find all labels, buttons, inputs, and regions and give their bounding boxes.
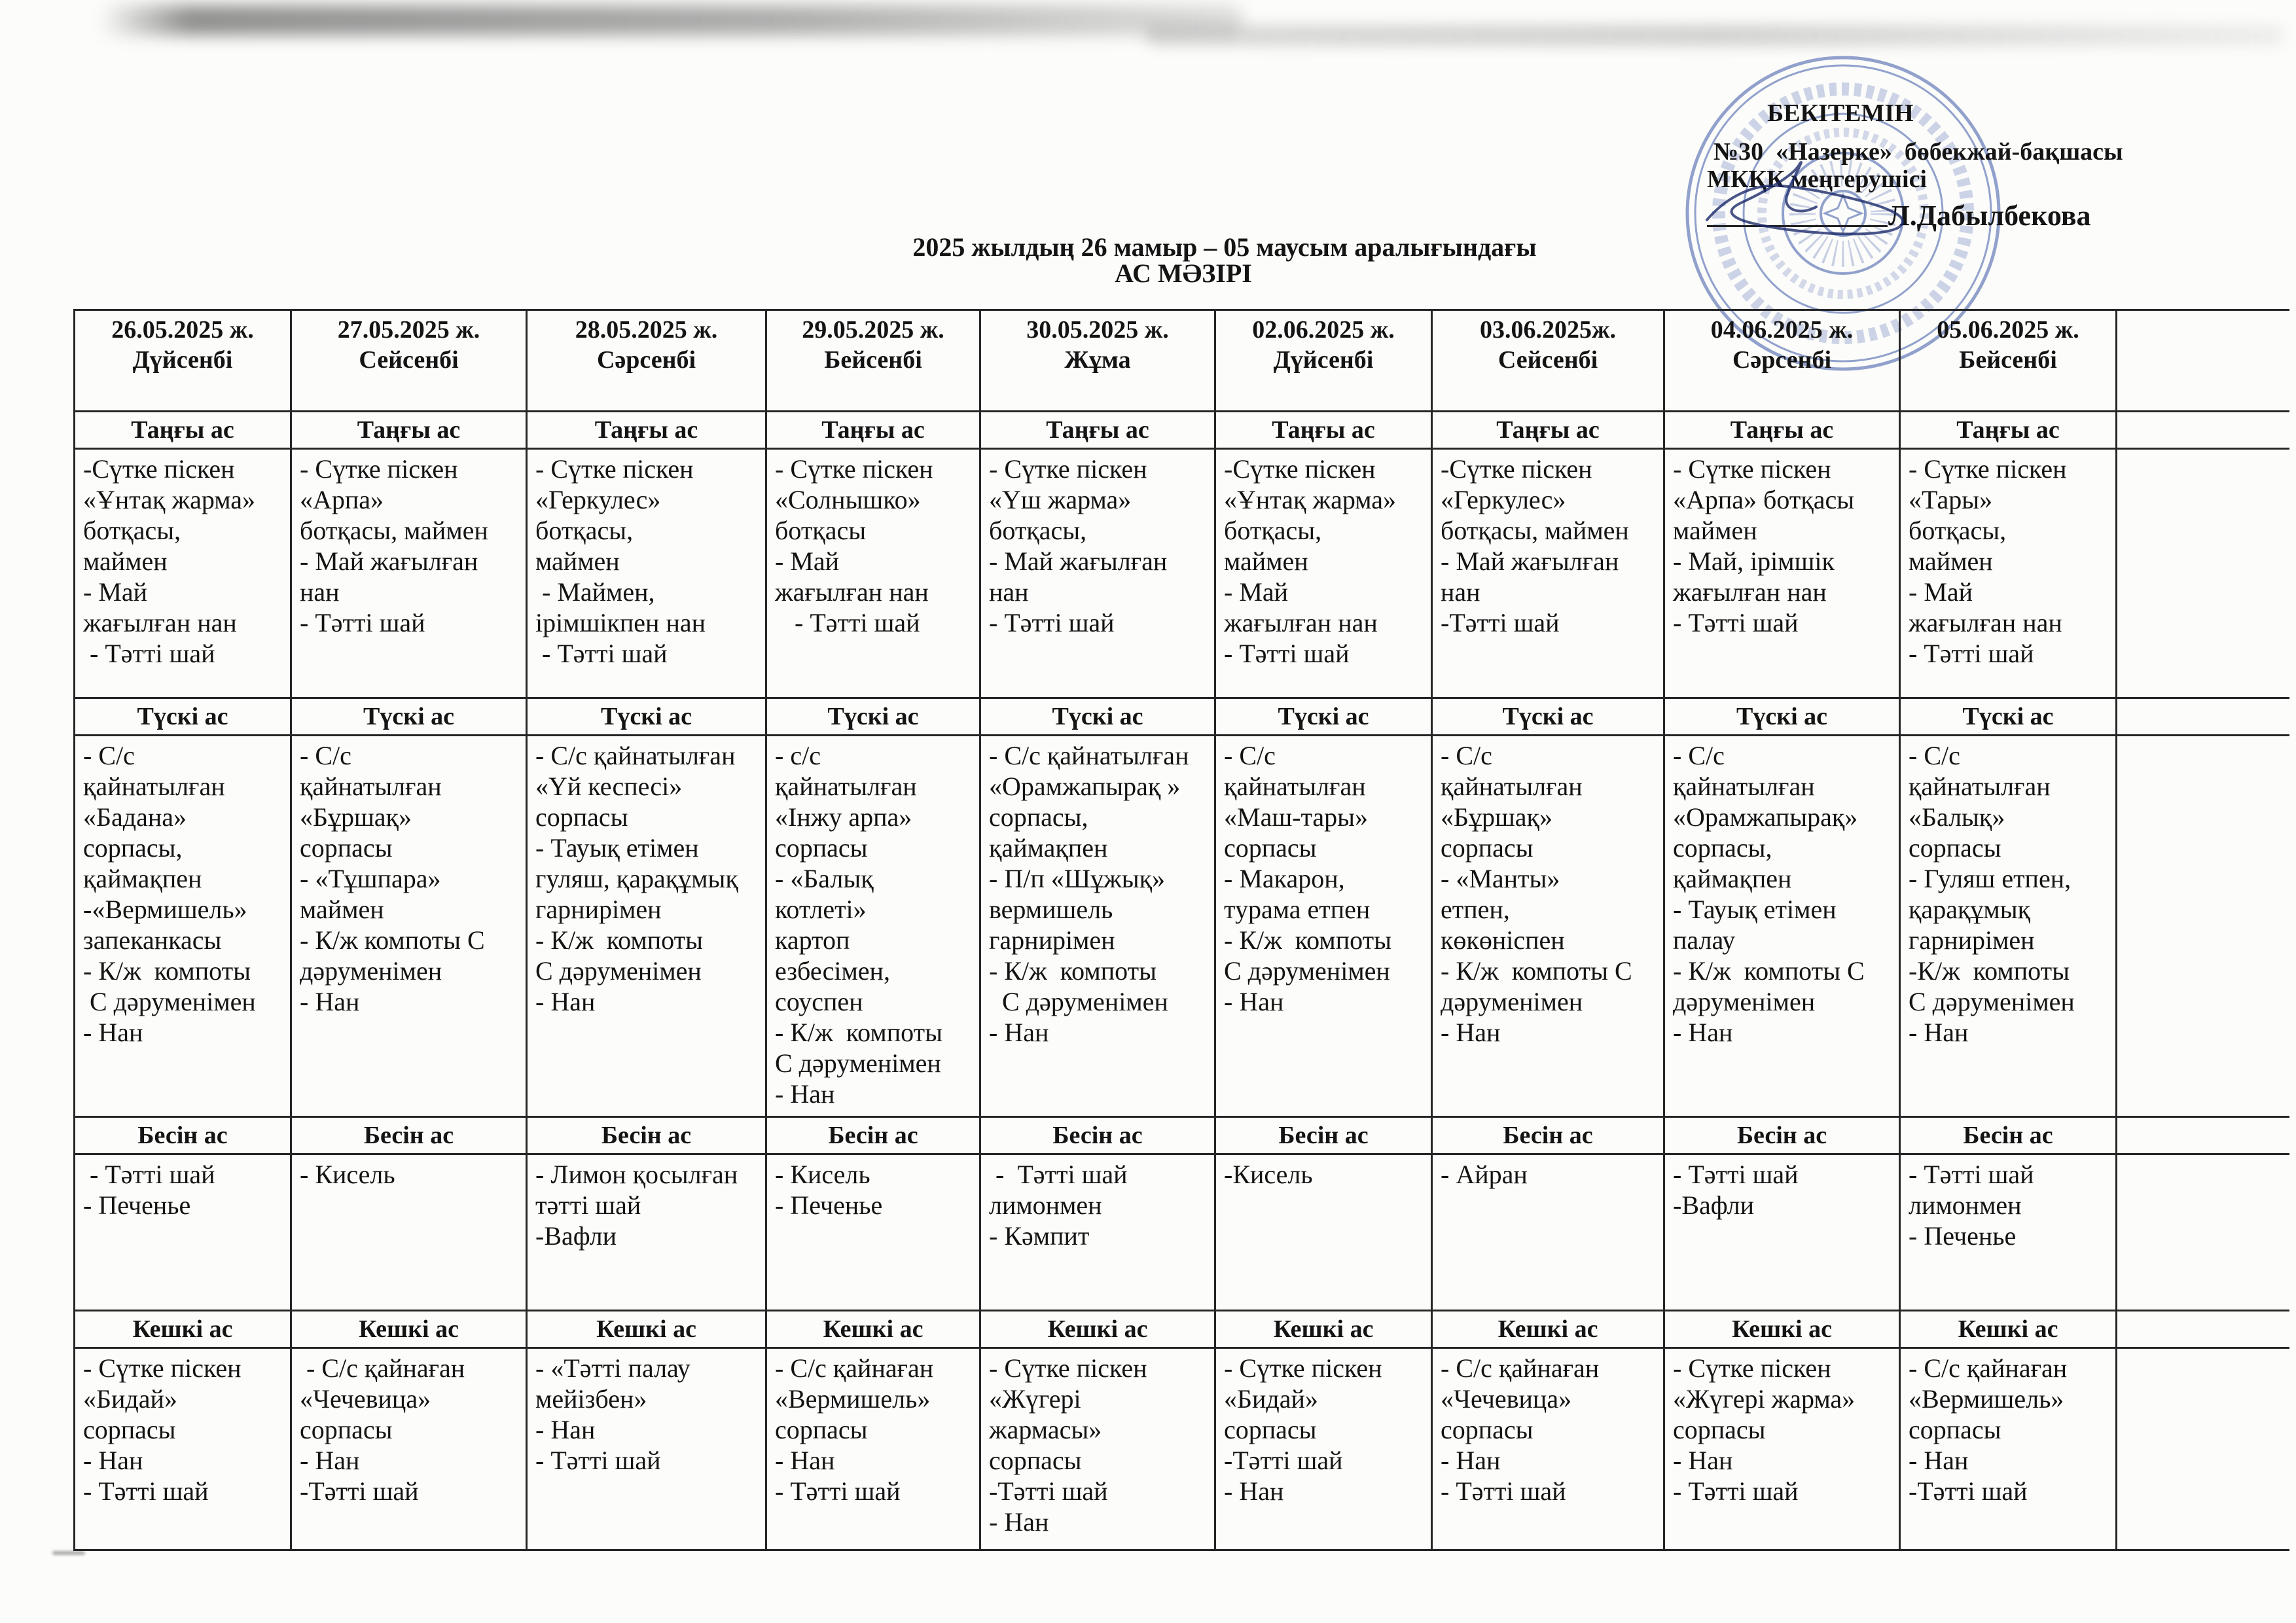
day-header <box>1664 310 1900 412</box>
meal-label-dinner: Кешкі ас <box>1900 1311 2117 1348</box>
meal-label-snack: Бесін ас <box>1432 1117 1664 1154</box>
breakfast-menu-day-9: - Сүтке піскен «Тары» ботқасы, маймен - Май жағылған нан - Тәтті шай <box>1900 449 2117 698</box>
meal-label-lunch: Түскі ас <box>766 698 980 736</box>
meal-label-breakfast: Таңғы ас <box>75 412 291 449</box>
approval-name: Л.Дабылбекова <box>1888 200 2091 232</box>
dinner-menu-day-2: - С/с қайнаған «Чечевица» сорпасы - Нан -Тәтті шай <box>291 1348 527 1550</box>
day-header <box>1432 310 1664 412</box>
empty-cell <box>2117 449 2289 698</box>
day-weekday: Дүйсенбі <box>132 346 233 374</box>
empty-cell <box>2117 1154 2289 1311</box>
scan-smudge-top <box>98 5 1244 35</box>
empty-cell <box>2117 1348 2289 1550</box>
meal-label-breakfast: Таңғы ас <box>527 412 766 449</box>
day-header <box>766 310 980 412</box>
approval-heading: БЕКІТЕМІН <box>1767 99 1914 127</box>
snack-menu-day-5: - Тәтті шай лимонмен - Кәмпит <box>980 1154 1215 1311</box>
lunch-menu-day-3: - С/с қайнатылған «Үй кеспесі» сорпасы - Тауық етімен гуляш, қарақұмық гарнирімен - К/ж компоты С дәруменімен - Нан <box>527 736 766 1117</box>
meal-label-snack: Бесін ас <box>291 1117 527 1154</box>
meal-label-dinner: Кешкі ас <box>291 1311 527 1348</box>
meal-label-dinner: Кешкі ас <box>1215 1311 1432 1348</box>
day-date: 29.05.2025 ж. <box>802 316 944 344</box>
breakfast-menu-day-7: -Сүтке піскен «Геркулес» ботқасы, маймен - Май жағылған нан -Тәтті шай <box>1432 449 1664 698</box>
day-header-row <box>75 310 2289 412</box>
snack-menu-day-3: - Лимон қосылған тәтті шай -Вафли <box>527 1154 766 1311</box>
empty-cell <box>2117 310 2289 412</box>
day-date: 03.06.2025ж. <box>1479 316 1617 344</box>
menu-table <box>73 309 2289 1551</box>
meal-label-breakfast: Таңғы ас <box>1432 412 1664 449</box>
dinner-menu-day-8: - Сүтке піскен «Жүгері жарма» сорпасы - Нан - Тәтті шай <box>1664 1348 1900 1550</box>
lunch-row <box>75 736 2289 1117</box>
lunch-menu-day-5: - С/с қайнатылған «Орамжапырақ » сорпасы, қаймақпен - П/п «Шұжық» вермишель гарнирімен - К/ж компоты С дәруменімен - Нан <box>980 736 1215 1117</box>
meal-label-lunch: Түскі ас <box>980 698 1215 736</box>
breakfast-menu-day-2: - Сүтке піскен «Арпа» ботқасы, маймен - Май жағылған нан - Тәтті шай <box>291 449 527 698</box>
snack-menu-day-1: - Тәтті шай - Печенье <box>75 1154 291 1311</box>
day-date: 04.06.2025 ж. <box>1710 316 1854 344</box>
dinner-menu-day-9: - С/с қайнаған «Вермишель» сорпасы - Нан -Тәтті шай <box>1900 1348 2117 1550</box>
snack-menu-day-9: - Тәтті шай лимонмен - Печенье <box>1900 1154 2117 1311</box>
meal-label-snack: Бесін ас <box>766 1117 980 1154</box>
approval-organization: №30 «Назерке» бөбекжай-бақшасы <box>1713 138 2123 166</box>
meal-label-breakfast: Таңғы ас <box>766 412 980 449</box>
meal-label-lunch: Түскі ас <box>527 698 766 736</box>
dinner-menu-day-7: - С/с қайнаған «Чечевица» сорпасы - Нан - Тәтті шай <box>1432 1348 1664 1550</box>
breakfast-menu-day-8: - Сүтке піскен «Арпа» ботқасы маймен - Май, ірімшік жағылған нан - Тәтті шай <box>1664 449 1900 698</box>
lunch-menu-day-8: - С/с қайнатылған «Орамжапырақ» сорпасы, қаймақпен - Тауық етімен палау - К/ж компоты С дәруменімен - Нан <box>1664 736 1900 1117</box>
day-date: 30.05.2025 ж. <box>1026 316 1169 344</box>
meal-label-breakfast: Таңғы ас <box>1215 412 1432 449</box>
empty-cell <box>2117 698 2289 736</box>
meal-label-dinner: Кешкі ас <box>980 1311 1215 1348</box>
meal-label-snack: Бесін ас <box>1900 1117 2117 1154</box>
signature <box>1702 157 1918 242</box>
day-header <box>527 310 766 412</box>
breakfast-menu-day-1: -Сүтке піскен «Ұнтақ жарма» ботқасы, маймен - Май жағылған нан - Тәтті шай <box>75 449 291 698</box>
approval-position: МКҚК меңгерушісі <box>1707 166 1927 193</box>
dinner-menu-day-1: - Сүтке піскен «Бидай» сорпасы - Нан - Тәтті шай <box>75 1348 291 1550</box>
day-date: 28.05.2025 ж. <box>575 316 718 344</box>
day-weekday: Жұма <box>1064 346 1131 374</box>
scan-smudge-top-right <box>1145 25 2284 46</box>
lunch-menu-day-4: - с/с қайнатылған «Інжу арпа» сорпасы - «Балық котлеті» картоп езбесімен, соуспен - К/ж компоты С дәруменімен - Нан <box>766 736 980 1117</box>
lunch-menu-day-9: - С/с қайнатылған «Балық» сорпасы - Гуляш етпен, қарақұмық гарнирімен -К/ж компоты С дәруменімен - Нан <box>1900 736 2117 1117</box>
snack-label-row <box>75 1117 2289 1154</box>
lunch-menu-day-7: - С/с қайнатылған «Бұршақ» сорпасы - «Манты» етпен, көкөніспен - К/ж компоты С дәруменімен - Нан <box>1432 736 1664 1117</box>
breakfast-row <box>75 449 2289 698</box>
empty-cell <box>2117 1311 2289 1348</box>
day-date: 02.06.2025 ж. <box>1252 316 1395 344</box>
meal-label-dinner: Кешкі ас <box>1432 1311 1664 1348</box>
day-header <box>1900 310 2117 412</box>
breakfast-menu-day-6: -Сүтке піскен «Ұнтақ жарма» ботқасы, маймен - Май жағылған нан - Тәтті шай <box>1215 449 1432 698</box>
scan-mark <box>52 1551 85 1555</box>
meal-label-snack: Бесін ас <box>1664 1117 1900 1154</box>
dinner-row <box>75 1348 2289 1550</box>
meal-label-breakfast: Таңғы ас <box>1900 412 2117 449</box>
day-weekday: Бейсенбі <box>824 346 922 374</box>
breakfast-label-row <box>75 412 2289 449</box>
day-date: 05.06.2025 ж. <box>1937 316 2079 344</box>
meal-label-lunch: Түскі ас <box>1215 698 1432 736</box>
dinner-menu-day-5: - Сүтке піскен «Жүгері жармасы» сорпасы -Тәтті шай - Нан <box>980 1348 1215 1550</box>
lunch-menu-day-1: - С/с қайнатылған «Бадана» сорпасы, қаймақпен -«Вермишель» запеканкасы - К/ж компоты С дәруменімен - Нан <box>75 736 291 1117</box>
breakfast-menu-day-3: - Сүтке піскен «Геркулес» ботқасы, маймен - Маймен, ірімшікпен нан - Тәтті шай <box>527 449 766 698</box>
snack-menu-day-7: - Айран <box>1432 1154 1664 1311</box>
day-header <box>75 310 291 412</box>
menu-title: АС МӘЗІРІ <box>1115 259 1252 288</box>
day-header <box>1215 310 1432 412</box>
snack-menu-day-4: - Кисель - Печенье <box>766 1154 980 1311</box>
meal-label-breakfast: Таңғы ас <box>980 412 1215 449</box>
day-header <box>980 310 1215 412</box>
meal-label-snack: Бесін ас <box>1215 1117 1432 1154</box>
snack-menu-day-2: - Кисель <box>291 1154 527 1311</box>
day-weekday: Сейсенбі <box>359 346 459 374</box>
day-weekday: Сәрсенбі <box>1732 346 1832 374</box>
day-weekday: Сәрсенбі <box>596 346 696 374</box>
day-weekday: Бейсенбі <box>1959 346 2057 374</box>
meal-label-breakfast: Таңғы ас <box>291 412 527 449</box>
lunch-label-row <box>75 698 2289 736</box>
breakfast-menu-day-5: - Сүтке піскен «Үш жарма» ботқасы, - Май жағылған нан - Тәтті шай <box>980 449 1215 698</box>
meal-label-dinner: Кешкі ас <box>527 1311 766 1348</box>
lunch-menu-day-2: - С/с қайнатылған «Бұршақ» сорпасы - «Тұшпара» маймен - К/ж компоты С дәруменімен - Нан <box>291 736 527 1117</box>
meal-label-lunch: Түскі ас <box>1432 698 1664 736</box>
meal-label-snack: Бесін ас <box>75 1117 291 1154</box>
lunch-menu-day-6: - С/с қайнатылған «Маш-тары» сорпасы - Макарон, турама етпен - К/ж компоты С дәруменімен - Нан <box>1215 736 1432 1117</box>
day-date: 26.05.2025 ж. <box>111 316 254 344</box>
dinner-menu-day-3: - «Тәтті палау мейізбен» - Нан - Тәтті шай <box>527 1348 766 1550</box>
day-header <box>291 310 527 412</box>
snack-menu-day-6: -Кисель <box>1215 1154 1432 1311</box>
meal-label-breakfast: Таңғы ас <box>1664 412 1900 449</box>
meal-label-snack: Бесін ас <box>980 1117 1215 1154</box>
meal-label-lunch: Түскі ас <box>291 698 527 736</box>
snack-row <box>75 1154 2289 1311</box>
dinner-label-row <box>75 1311 2289 1348</box>
meal-label-snack: Бесін ас <box>527 1117 766 1154</box>
day-date: 27.05.2025 ж. <box>337 316 480 344</box>
day-weekday: Сейсенбі <box>1498 346 1598 374</box>
meal-label-lunch: Түскі ас <box>1664 698 1900 736</box>
dinner-menu-day-6: - Сүтке піскен «Бидай» сорпасы -Тәтті шай - Нан <box>1215 1348 1432 1550</box>
empty-cell <box>2117 1117 2289 1154</box>
empty-cell <box>2117 412 2289 449</box>
empty-cell <box>2117 736 2289 1117</box>
snack-menu-day-8: - Тәтті шай -Вафли <box>1664 1154 1900 1311</box>
day-weekday: Дүйсенбі <box>1273 346 1374 374</box>
meal-label-dinner: Кешкі ас <box>75 1311 291 1348</box>
dinner-menu-day-4: - С/с қайнаған «Вермишель» сорпасы - Нан - Тәтті шай <box>766 1348 980 1550</box>
meal-label-lunch: Түскі ас <box>1900 698 2117 736</box>
breakfast-menu-day-4: - Сүтке піскен «Солнышко» ботқасы - Май жағылған нан - Тәтті шай <box>766 449 980 698</box>
meal-label-lunch: Түскі ас <box>75 698 291 736</box>
meal-label-dinner: Кешкі ас <box>1664 1311 1900 1348</box>
menu-period-title: 2025 жылдың 26 мамыр – 05 маусым аралығындағы <box>912 232 1537 262</box>
meal-label-dinner: Кешкі ас <box>766 1311 980 1348</box>
